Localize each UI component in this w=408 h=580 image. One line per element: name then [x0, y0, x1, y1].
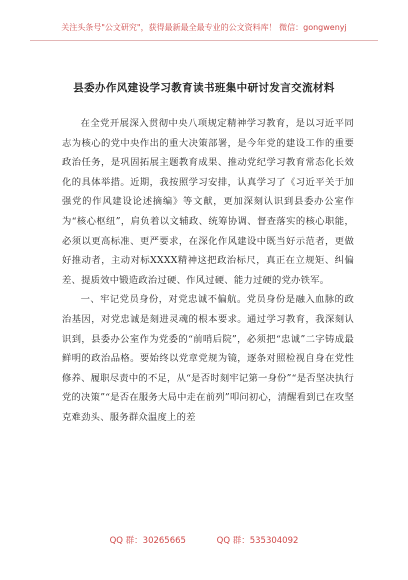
document-body — [62, 114, 354, 428]
document-title: 县委办作风建设学习教育读书班集中研讨发言交流材料 — [73, 82, 335, 94]
footer-qq-group-1: QQ 群：30265665 — [109, 536, 186, 546]
footer-qq-group-2: QQ 群：535304092 — [216, 536, 299, 546]
footer — [0, 534, 408, 546]
header-divider — [30, 40, 378, 41]
promo-header: 关注头条号"公文研究"，获得最新最全最专业的公文资料库！ 微信：gongwenyj — [61, 23, 347, 32]
paragraph-intro: 在全党开展深入贯彻中央八项规定精神学习教育，是以习近平同志为核心的党中央作出的重大决策部署，是今年党的建设工作的重要政治任务，是巩固拓展主题教育成果、推动党纪学习教育常态化长效化的具体举措。近期，我按照学习安排，认真学习了《习近平关于加强党的作风建设论述摘编》等文献，更加深刻认识到县委办公室作为“核心枢纽”，肩负着以文辅政、统筹协调、督查落实的核心职能，必须以更高标准、更严要求，在深化作风建设中既当好示范者，更做好推动者，主动对标XXXX精神这把政治标尺，真正在立规矩、纠偏差、提质效中锻造政治过硬、作风过硬、能力过硬的党办铁军。 — [62, 118, 354, 286]
paragraph-section-one: 一、牢记党员身份，对党忠诚不偏航。党员身份是融入血脉的政治基因，对党忠诚是刻进灵魂的根本要求。通过学习教育，我深刻认识到，县委办公室作为党委的“前哨后院”，必须把“忠诚”二字铸成最鲜明的政治品格。要始终以党章党规为镜，逐条对照检视自身在党性修养、履职尽责中的不足，从“是否时刻牢记第一身份”“是否坚决执行党的决策”“是否在服务大局中走在前列”叩问初心，清醒看到已在攻坚克难劲头、服务群众温度上的差 — [62, 294, 354, 423]
